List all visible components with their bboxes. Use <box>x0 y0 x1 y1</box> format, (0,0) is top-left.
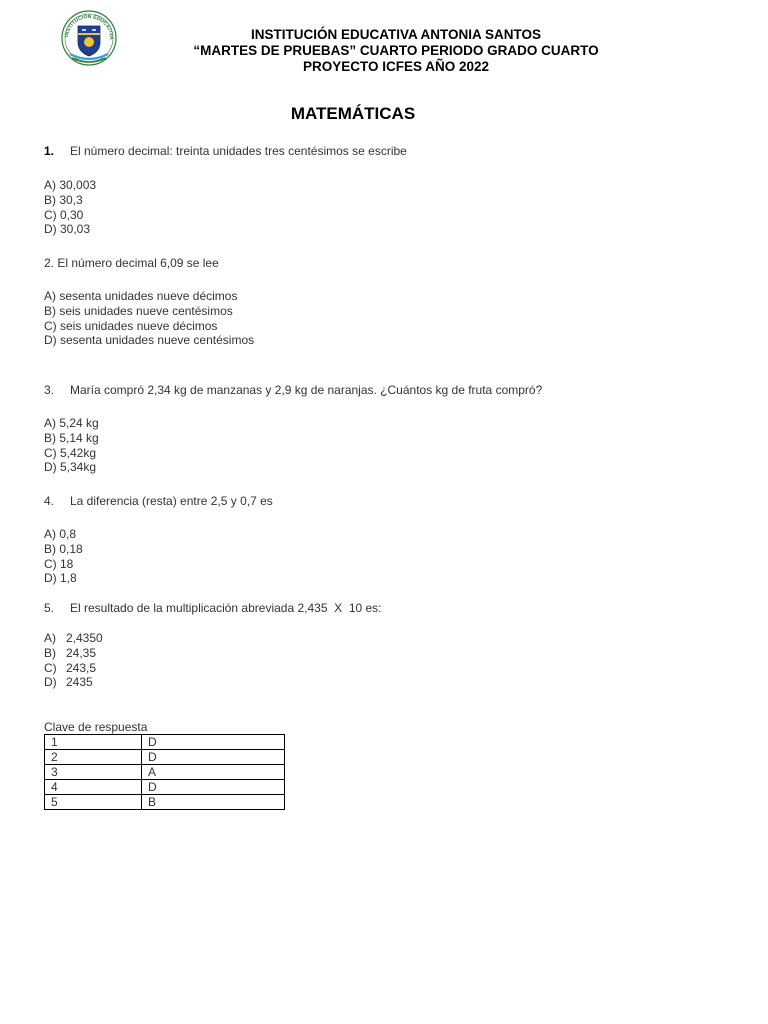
question-5-options <box>44 631 103 690</box>
question-2 <box>44 256 219 270</box>
question-cell: 2 <box>45 750 142 765</box>
option-d: D) 5,34kg <box>44 460 97 475</box>
answer-cell: D <box>142 750 285 765</box>
question-2-options <box>44 289 254 348</box>
answer-cell: D <box>142 735 285 750</box>
option-b: B) seis unidades nueve centésimos <box>44 303 233 318</box>
question-text: La diferencia (resta) entre 2,5 y 0,7 es <box>70 494 273 508</box>
question-cell: 1 <box>45 735 142 750</box>
question-1-options <box>44 178 96 237</box>
question-3 <box>44 383 542 397</box>
question-cell: 3 <box>45 765 142 780</box>
question-text: El número decimal: treinta unidades tres centésimos se escribe <box>70 144 407 158</box>
option-value: 2435 <box>66 675 93 690</box>
question-number: 5. <box>44 601 55 615</box>
question-number: 4. <box>44 494 55 508</box>
option-value: 24,35 <box>66 645 97 660</box>
option-b <box>44 646 103 661</box>
option-c: C) 5,42kg <box>44 445 97 460</box>
question-4-options <box>44 527 83 586</box>
option-c: C) seis unidades nueve décimos <box>44 318 218 333</box>
option-a: A) sesenta unidades nueve décimos <box>44 289 238 303</box>
option-b: B) 30,3 <box>44 192 83 207</box>
question-1 <box>44 144 407 158</box>
option-letter: B) <box>44 645 56 660</box>
question-5 <box>44 601 382 615</box>
table-row <box>45 795 285 810</box>
option-d: D) 30,03 <box>44 222 91 237</box>
answer-key-title: Clave de respuesta <box>44 720 148 734</box>
option-d: D) 1,8 <box>44 571 77 586</box>
question-number: 2. <box>44 256 55 270</box>
answer-cell: B <box>142 795 285 810</box>
option-value: 243,5 <box>66 660 97 675</box>
question-text: María compró 2,34 kg de manzanas y 2,9 kg de naranjas. ¿Cuántos kg de fruta compró? <box>70 383 543 397</box>
option-c: C) 0,30 <box>44 207 84 222</box>
option-a: A) 0,8 <box>44 527 77 541</box>
question-cell: 5 <box>45 795 142 810</box>
question-text: El resultado de la multiplicación abreviada 2,435 X 10 es: <box>70 601 382 615</box>
answer-cell: D <box>142 780 285 795</box>
option-b: B) 5,14 kg <box>44 430 99 445</box>
question-text: El número decimal 6,09 se lee <box>57 256 219 270</box>
table-row <box>45 765 285 780</box>
option-letter: C) <box>44 660 57 675</box>
question-3-options <box>44 416 99 475</box>
subject-title: MATEMÁTICAS <box>290 104 416 123</box>
option-a: A) 5,24 kg <box>44 416 99 430</box>
table-row <box>45 750 285 765</box>
answer-cell: A <box>142 765 285 780</box>
option-b: B) 0,18 <box>44 541 83 556</box>
option-a <box>44 631 103 646</box>
question-cell: 4 <box>45 780 142 795</box>
question-number: 1. <box>44 144 55 158</box>
project-title: PROYECTO ICFES AÑO 2022 <box>302 59 490 74</box>
option-letter: A) <box>44 631 56 645</box>
option-letter: D) <box>44 675 57 690</box>
answer-key-table <box>44 734 285 810</box>
option-d: D) sesenta unidades nueve centésimos <box>44 333 255 348</box>
logo-text: INSTITUCIÓN EDUCATIVA <box>64 13 115 40</box>
question-4 <box>44 494 273 508</box>
table-row <box>45 735 285 750</box>
option-value: 2,4350 <box>66 631 103 645</box>
option-c: C) 18 <box>44 556 74 571</box>
table-row <box>45 780 285 795</box>
option-a: A) 30,003 <box>44 178 97 192</box>
event-title: “MARTES DE PRUEBAS” CUARTO PERIODO GRADO CUARTO <box>193 43 599 58</box>
option-c <box>44 661 103 676</box>
document-header <box>0 27 768 75</box>
option-d <box>44 675 103 690</box>
institution-name: INSTITUCIÓN EDUCATIVA ANTONIA SANTOS <box>250 27 541 42</box>
question-number: 3. <box>44 383 55 397</box>
